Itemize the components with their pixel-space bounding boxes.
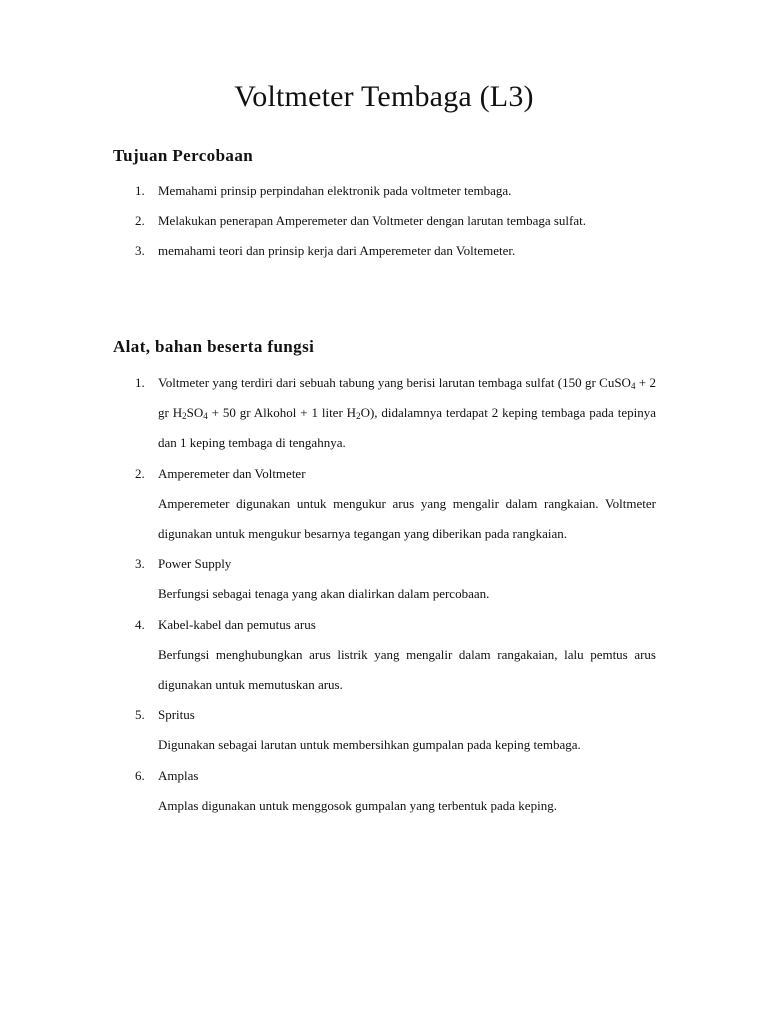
list-item-number: 2. [135,213,145,229]
list-item [113,761,656,821]
list-item-title: Power Supply [158,556,232,572]
list-item-number: 5. [135,707,145,723]
list-item-body [158,761,656,821]
list-item-number: 1. [135,183,145,198]
list-item [113,459,656,550]
list-item-body [158,549,656,609]
list-item-description: Berfungsi menghubungkan arus listrik yang mengalir dalam rangakaian, lalu pemtus arus digunakan untuk memutuskan arus. [158,646,656,693]
list-item [113,236,656,266]
subscript: 2 [182,411,187,422]
list-item [113,368,656,459]
list-item-description: Amperemeter digunakan untuk mengukur arus yang mengalir dalam rangkaian. Voltmeter digunakan untuk mengukur besarnya tegangan yang diberikan pada rangkaian. [158,495,656,542]
list-item-text [158,368,656,459]
list-item-title: Spritus [158,707,195,723]
subscript: 2 [356,411,361,422]
list-item-number: 3. [135,556,145,572]
list-item-number: 4. [135,616,145,632]
list-item-text: memahami teori dan prinsip kerja dari Amperemeter dan Voltemeter. [158,243,516,259]
list-item [113,700,656,760]
text-run: SO [186,405,204,421]
alat-list [113,368,656,821]
list-item-title: Amplas [158,767,199,783]
list-item [113,176,656,206]
list-item-body [158,610,656,701]
list-item-number: 1. [135,375,145,390]
list-item [113,206,656,236]
list-item [113,549,656,609]
list-item-text: Memahami prinsip perpindahan elektronik pada voltmeter tembaga. [158,183,512,198]
page-title: Voltmeter Tembaga (L3) [234,80,534,113]
tujuan-list [113,176,656,267]
list-item-title: Kabel-kabel dan pemutus arus [158,616,316,632]
subscript: 4 [203,411,208,422]
list-item [113,610,656,701]
section-heading-tujuan: Tujuan Percobaan [113,146,254,165]
text-run: + 50 gr Alkohol + 1 liter H [207,405,357,421]
list-item-description: Berfungsi sebagai tenaga yang akan dialirkan dalam percobaan. [158,586,490,602]
list-item-number: 6. [135,767,145,783]
text-run: + 2 gr H [158,375,656,421]
list-item-body [158,700,656,760]
list-item-description: Digunakan sebagai larutan untuk membersihkan gumpalan pada keping tembaga. [158,737,581,753]
list-item-description: Amplas digunakan untuk menggosok gumpalan yang terbentuk pada keping. [158,797,557,813]
list-item-title: Amperemeter dan Voltmeter [158,465,306,481]
text-run: O), didalamnya terdapat 2 keping tembaga pada tepinya dan 1 keping tembaga di tengahnya. [158,405,656,451]
section-heading-alat: Alat, bahan beserta fungsi [113,337,315,356]
text-run: Voltmeter yang terdiri dari sebuah tabung yang berisi larutan tembaga sulfat (150 gr CuSO [158,375,631,390]
list-item-number: 3. [135,243,145,259]
list-item-number: 2. [135,465,145,481]
list-item-text: Melakukan penerapan Amperemeter dan Voltmeter dengan larutan tembaga sulfat. [158,213,586,229]
subscript: 4 [630,381,636,391]
list-item-body [158,459,656,550]
